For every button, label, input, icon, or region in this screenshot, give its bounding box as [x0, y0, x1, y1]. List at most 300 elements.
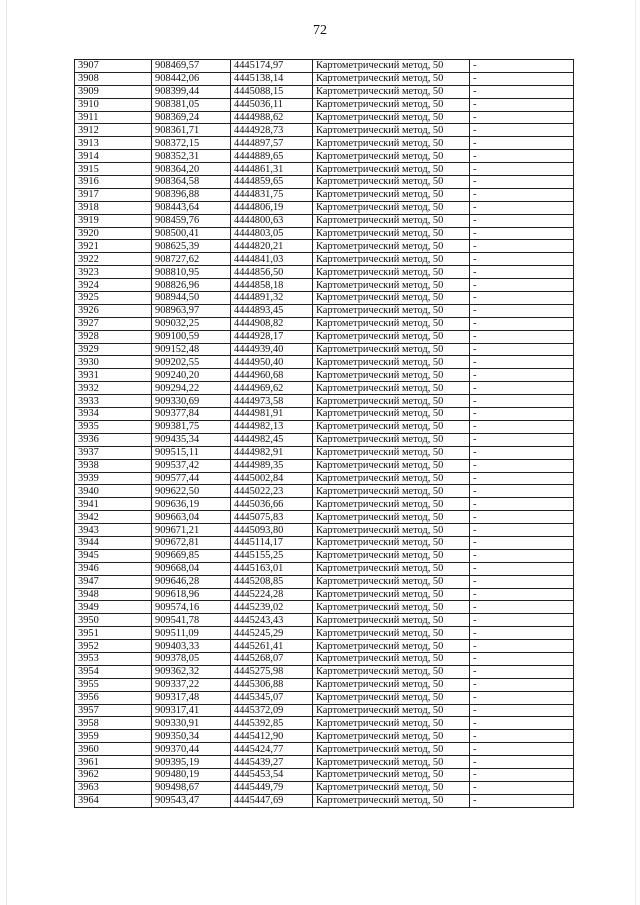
point-number-cell: 3949	[75, 601, 152, 614]
point-number-cell: 3932	[75, 382, 152, 395]
method-cell: Картометрический метод, 50	[313, 446, 470, 459]
point-number-cell: 3953	[75, 652, 152, 665]
note-cell: -	[470, 253, 574, 266]
x-coordinate-cell: 909240,20	[152, 369, 231, 382]
note-cell: -	[470, 317, 574, 330]
x-coordinate-cell: 909378,05	[152, 652, 231, 665]
note-cell: -	[470, 188, 574, 201]
method-cell: Картометрический метод, 50	[313, 691, 470, 704]
x-coordinate-cell: 909577,44	[152, 472, 231, 485]
table-row	[75, 627, 574, 640]
note-cell: -	[470, 756, 574, 769]
note-cell: -	[470, 730, 574, 743]
point-number-cell: 3964	[75, 794, 152, 807]
coordinates-table	[74, 59, 574, 808]
note-cell: -	[470, 588, 574, 601]
x-coordinate-cell: 909370,44	[152, 743, 231, 756]
note-cell: -	[470, 446, 574, 459]
y-coordinate-cell: 4445138,14	[231, 72, 313, 85]
x-coordinate-cell: 908963,97	[152, 304, 231, 317]
x-coordinate-cell: 909395,19	[152, 756, 231, 769]
y-coordinate-cell: 4445306,88	[231, 678, 313, 691]
point-number-cell: 3930	[75, 356, 152, 369]
table-row	[75, 356, 574, 369]
table-row	[75, 330, 574, 343]
y-coordinate-cell: 4444856,50	[231, 266, 313, 279]
point-number-cell: 3962	[75, 768, 152, 781]
point-number-cell: 3956	[75, 691, 152, 704]
point-number-cell: 3914	[75, 150, 152, 163]
table-row	[75, 756, 574, 769]
table-row	[75, 240, 574, 253]
table-row	[75, 588, 574, 601]
x-coordinate-cell: 909672,81	[152, 536, 231, 549]
y-coordinate-cell: 4444800,63	[231, 214, 313, 227]
point-number-cell: 3950	[75, 614, 152, 627]
method-cell: Картометрический метод, 50	[313, 743, 470, 756]
note-cell: -	[470, 794, 574, 807]
note-cell: -	[470, 562, 574, 575]
x-coordinate-cell: 908372,15	[152, 137, 231, 150]
table-row	[75, 704, 574, 717]
point-number-cell: 3912	[75, 124, 152, 137]
scan-edge-right	[635, 0, 636, 905]
y-coordinate-cell: 4444982,13	[231, 420, 313, 433]
table-row	[75, 317, 574, 330]
point-number-cell: 3938	[75, 459, 152, 472]
x-coordinate-cell: 909543,47	[152, 794, 231, 807]
x-coordinate-cell: 909032,25	[152, 317, 231, 330]
point-number-cell: 3957	[75, 704, 152, 717]
table-row	[75, 743, 574, 756]
note-cell: -	[470, 768, 574, 781]
table-row	[75, 575, 574, 588]
note-cell: -	[470, 717, 574, 730]
note-cell: -	[470, 330, 574, 343]
point-number-cell: 3920	[75, 227, 152, 240]
point-number-cell: 3925	[75, 292, 152, 305]
y-coordinate-cell: 4445412,90	[231, 730, 313, 743]
table-row	[75, 98, 574, 111]
x-coordinate-cell: 908396,88	[152, 188, 231, 201]
point-number-cell: 3921	[75, 240, 152, 253]
table-row	[75, 408, 574, 421]
x-coordinate-cell: 909498,67	[152, 781, 231, 794]
x-coordinate-cell: 908399,44	[152, 85, 231, 98]
method-cell: Картометрический метод, 50	[313, 756, 470, 769]
method-cell: Картометрический метод, 50	[313, 627, 470, 640]
table-row	[75, 279, 574, 292]
page-number: 72	[313, 23, 327, 38]
note-cell: -	[470, 214, 574, 227]
y-coordinate-cell: 4444973,58	[231, 395, 313, 408]
table-row	[75, 253, 574, 266]
method-cell: Картометрический метод, 50	[313, 292, 470, 305]
x-coordinate-cell: 909337,22	[152, 678, 231, 691]
note-cell: -	[470, 124, 574, 137]
y-coordinate-cell: 4445449,79	[231, 781, 313, 794]
y-coordinate-cell: 4444982,45	[231, 433, 313, 446]
note-cell: -	[470, 485, 574, 498]
method-cell: Картометрический метод, 50	[313, 498, 470, 511]
point-number-cell: 3922	[75, 253, 152, 266]
method-cell: Картометрический метод, 50	[313, 98, 470, 111]
x-coordinate-cell: 909350,34	[152, 730, 231, 743]
x-coordinate-cell: 909669,85	[152, 549, 231, 562]
method-cell: Картометрический метод, 50	[313, 60, 470, 73]
point-number-cell: 3916	[75, 176, 152, 189]
method-cell: Картометрический метод, 50	[313, 549, 470, 562]
y-coordinate-cell: 4444831,75	[231, 188, 313, 201]
point-number-cell: 3955	[75, 678, 152, 691]
method-cell: Картометрический метод, 50	[313, 768, 470, 781]
note-cell: -	[470, 266, 574, 279]
method-cell: Картометрический метод, 50	[313, 601, 470, 614]
note-cell: -	[470, 420, 574, 433]
x-coordinate-cell: 908625,39	[152, 240, 231, 253]
point-number-cell: 3923	[75, 266, 152, 279]
y-coordinate-cell: 4444897,57	[231, 137, 313, 150]
table-row	[75, 163, 574, 176]
point-number-cell: 3927	[75, 317, 152, 330]
x-coordinate-cell: 909668,04	[152, 562, 231, 575]
y-coordinate-cell: 4444893,45	[231, 304, 313, 317]
note-cell: -	[470, 678, 574, 691]
y-coordinate-cell: 4445036,66	[231, 498, 313, 511]
note-cell: -	[470, 60, 574, 73]
method-cell: Картометрический метод, 50	[313, 137, 470, 150]
note-cell: -	[470, 111, 574, 124]
table-row	[75, 446, 574, 459]
point-number-cell: 3918	[75, 201, 152, 214]
x-coordinate-cell: 909480,19	[152, 768, 231, 781]
y-coordinate-cell: 4445036,11	[231, 98, 313, 111]
note-cell: -	[470, 343, 574, 356]
note-cell: -	[470, 459, 574, 472]
note-cell: -	[470, 704, 574, 717]
table-row	[75, 536, 574, 549]
x-coordinate-cell: 908459,76	[152, 214, 231, 227]
x-coordinate-cell: 909622,50	[152, 485, 231, 498]
y-coordinate-cell: 4444908,82	[231, 317, 313, 330]
note-cell: -	[470, 137, 574, 150]
y-coordinate-cell: 4444939,40	[231, 343, 313, 356]
point-number-cell: 3948	[75, 588, 152, 601]
note-cell: -	[470, 227, 574, 240]
method-cell: Картометрический метод, 50	[313, 85, 470, 98]
point-number-cell: 3939	[75, 472, 152, 485]
x-coordinate-cell: 909663,04	[152, 511, 231, 524]
table-row	[75, 369, 574, 382]
method-cell: Картометрический метод, 50	[313, 304, 470, 317]
y-coordinate-cell: 4445114,17	[231, 536, 313, 549]
note-cell: -	[470, 369, 574, 382]
table-row	[75, 137, 574, 150]
method-cell: Картометрический метод, 50	[313, 266, 470, 279]
point-number-cell: 3915	[75, 163, 152, 176]
point-number-cell: 3937	[75, 446, 152, 459]
x-coordinate-cell: 908810,95	[152, 266, 231, 279]
x-coordinate-cell: 909152,48	[152, 343, 231, 356]
point-number-cell: 3933	[75, 395, 152, 408]
note-cell: -	[470, 601, 574, 614]
method-cell: Картометрический метод, 50	[313, 524, 470, 537]
y-coordinate-cell: 4445345,07	[231, 691, 313, 704]
note-cell: -	[470, 575, 574, 588]
method-cell: Картометрический метод, 50	[313, 72, 470, 85]
table-row	[75, 730, 574, 743]
table-row	[75, 498, 574, 511]
note-cell: -	[470, 511, 574, 524]
y-coordinate-cell: 4445268,07	[231, 652, 313, 665]
method-cell: Картометрический метод, 50	[313, 652, 470, 665]
x-coordinate-cell: 908442,06	[152, 72, 231, 85]
point-number-cell: 3960	[75, 743, 152, 756]
note-cell: -	[470, 240, 574, 253]
y-coordinate-cell: 4445002,84	[231, 472, 313, 485]
y-coordinate-cell: 4445243,43	[231, 614, 313, 627]
y-coordinate-cell: 4445174,97	[231, 60, 313, 73]
table-row	[75, 640, 574, 653]
method-cell: Картометрический метод, 50	[313, 420, 470, 433]
y-coordinate-cell: 4444989,35	[231, 459, 313, 472]
note-cell: -	[470, 472, 574, 485]
table-row	[75, 395, 574, 408]
note-cell: -	[470, 279, 574, 292]
x-coordinate-cell: 909362,32	[152, 665, 231, 678]
table-row	[75, 188, 574, 201]
x-coordinate-cell: 909574,16	[152, 601, 231, 614]
point-number-cell: 3935	[75, 420, 152, 433]
point-number-cell: 3943	[75, 524, 152, 537]
x-coordinate-cell: 909381,75	[152, 420, 231, 433]
method-cell: Картометрический метод, 50	[313, 188, 470, 201]
y-coordinate-cell: 4444982,91	[231, 446, 313, 459]
table-row	[75, 768, 574, 781]
x-coordinate-cell: 909511,09	[152, 627, 231, 640]
point-number-cell: 3941	[75, 498, 152, 511]
x-coordinate-cell: 908500,41	[152, 227, 231, 240]
point-number-cell: 3942	[75, 511, 152, 524]
table-row	[75, 472, 574, 485]
method-cell: Картометрический метод, 50	[313, 356, 470, 369]
table-row	[75, 781, 574, 794]
x-coordinate-cell: 909537,42	[152, 459, 231, 472]
y-coordinate-cell: 4445275,98	[231, 665, 313, 678]
point-number-cell: 3931	[75, 369, 152, 382]
note-cell: -	[470, 201, 574, 214]
y-coordinate-cell: 4445093,80	[231, 524, 313, 537]
x-coordinate-cell: 909541,78	[152, 614, 231, 627]
note-cell: -	[470, 691, 574, 704]
x-coordinate-cell: 909330,69	[152, 395, 231, 408]
point-number-cell: 3951	[75, 627, 152, 640]
table-row	[75, 459, 574, 472]
x-coordinate-cell: 909100,59	[152, 330, 231, 343]
note-cell: -	[470, 433, 574, 446]
point-number-cell: 3919	[75, 214, 152, 227]
y-coordinate-cell: 4444891,32	[231, 292, 313, 305]
method-cell: Картометрический метод, 50	[313, 665, 470, 678]
method-cell: Картометрический метод, 50	[313, 781, 470, 794]
point-number-cell: 3934	[75, 408, 152, 421]
y-coordinate-cell: 4445224,28	[231, 588, 313, 601]
table-row	[75, 433, 574, 446]
y-coordinate-cell: 4445245,29	[231, 627, 313, 640]
method-cell: Картометрический метод, 50	[313, 794, 470, 807]
y-coordinate-cell: 4444981,91	[231, 408, 313, 421]
y-coordinate-cell: 4444889,65	[231, 150, 313, 163]
note-cell: -	[470, 614, 574, 627]
note-cell: -	[470, 665, 574, 678]
method-cell: Картометрический метод, 50	[313, 369, 470, 382]
table-row	[75, 176, 574, 189]
method-cell: Картометрический метод, 50	[313, 408, 470, 421]
note-cell: -	[470, 408, 574, 421]
y-coordinate-cell: 4445208,85	[231, 575, 313, 588]
table-row	[75, 266, 574, 279]
note-cell: -	[470, 498, 574, 511]
note-cell: -	[470, 356, 574, 369]
note-cell: -	[470, 640, 574, 653]
method-cell: Картометрический метод, 50	[313, 176, 470, 189]
method-cell: Картометрический метод, 50	[313, 201, 470, 214]
point-number-cell: 3926	[75, 304, 152, 317]
x-coordinate-cell: 909435,34	[152, 433, 231, 446]
method-cell: Картометрический метод, 50	[313, 678, 470, 691]
y-coordinate-cell: 4445239,02	[231, 601, 313, 614]
method-cell: Картометрический метод, 50	[313, 124, 470, 137]
table-row	[75, 343, 574, 356]
table-row	[75, 511, 574, 524]
point-number-cell: 3928	[75, 330, 152, 343]
point-number-cell: 3940	[75, 485, 152, 498]
note-cell: -	[470, 163, 574, 176]
y-coordinate-cell: 4444960,68	[231, 369, 313, 382]
point-number-cell: 3908	[75, 72, 152, 85]
note-cell: -	[470, 304, 574, 317]
point-number-cell: 3945	[75, 549, 152, 562]
method-cell: Картометрический метод, 50	[313, 562, 470, 575]
scan-edge-left	[6, 0, 7, 905]
table-row	[75, 420, 574, 433]
note-cell: -	[470, 524, 574, 537]
table-row	[75, 665, 574, 678]
point-number-cell: 3907	[75, 60, 152, 73]
x-coordinate-cell: 908369,24	[152, 111, 231, 124]
x-coordinate-cell: 909294,22	[152, 382, 231, 395]
table-row	[75, 549, 574, 562]
point-number-cell: 3911	[75, 111, 152, 124]
method-cell: Картометрический метод, 50	[313, 717, 470, 730]
table-row	[75, 382, 574, 395]
method-cell: Картометрический метод, 50	[313, 536, 470, 549]
x-coordinate-cell: 909515,11	[152, 446, 231, 459]
note-cell: -	[470, 536, 574, 549]
coordinates-table-body	[75, 60, 574, 808]
table-row	[75, 717, 574, 730]
x-coordinate-cell: 909403,33	[152, 640, 231, 653]
x-coordinate-cell: 909317,41	[152, 704, 231, 717]
note-cell: -	[470, 549, 574, 562]
method-cell: Картометрический метод, 50	[313, 111, 470, 124]
method-cell: Картометрический метод, 50	[313, 395, 470, 408]
note-cell: -	[470, 627, 574, 640]
method-cell: Картометрический метод, 50	[313, 343, 470, 356]
table-row	[75, 601, 574, 614]
x-coordinate-cell: 909618,96	[152, 588, 231, 601]
table-row	[75, 614, 574, 627]
method-cell: Картометрический метод, 50	[313, 227, 470, 240]
table-row	[75, 691, 574, 704]
y-coordinate-cell: 4444803,05	[231, 227, 313, 240]
y-coordinate-cell: 4444928,73	[231, 124, 313, 137]
y-coordinate-cell: 4444806,19	[231, 201, 313, 214]
point-number-cell: 3947	[75, 575, 152, 588]
x-coordinate-cell: 908364,58	[152, 176, 231, 189]
point-number-cell: 3917	[75, 188, 152, 201]
method-cell: Картометрический метод, 50	[313, 163, 470, 176]
y-coordinate-cell: 4445447,69	[231, 794, 313, 807]
table-row	[75, 652, 574, 665]
note-cell: -	[470, 72, 574, 85]
method-cell: Картометрический метод, 50	[313, 614, 470, 627]
method-cell: Картометрический метод, 50	[313, 240, 470, 253]
table-row	[75, 72, 574, 85]
y-coordinate-cell: 4445392,85	[231, 717, 313, 730]
point-number-cell: 3910	[75, 98, 152, 111]
table-row	[75, 794, 574, 807]
method-cell: Картометрический метод, 50	[313, 704, 470, 717]
method-cell: Картометрический метод, 50	[313, 730, 470, 743]
point-number-cell: 3952	[75, 640, 152, 653]
y-coordinate-cell: 4445163,01	[231, 562, 313, 575]
point-number-cell: 3936	[75, 433, 152, 446]
x-coordinate-cell: 908352,31	[152, 150, 231, 163]
y-coordinate-cell: 4445439,27	[231, 756, 313, 769]
x-coordinate-cell: 908727,62	[152, 253, 231, 266]
method-cell: Картометрический метод, 50	[313, 588, 470, 601]
x-coordinate-cell: 908361,71	[152, 124, 231, 137]
point-number-cell: 3958	[75, 717, 152, 730]
table-row	[75, 304, 574, 317]
y-coordinate-cell: 4444988,62	[231, 111, 313, 124]
note-cell: -	[470, 176, 574, 189]
y-coordinate-cell: 4445372,09	[231, 704, 313, 717]
method-cell: Картометрический метод, 50	[313, 433, 470, 446]
method-cell: Картометрический метод, 50	[313, 382, 470, 395]
y-coordinate-cell: 4445088,15	[231, 85, 313, 98]
point-number-cell: 3944	[75, 536, 152, 549]
x-coordinate-cell: 909377,84	[152, 408, 231, 421]
point-number-cell: 3963	[75, 781, 152, 794]
point-number-cell: 3954	[75, 665, 152, 678]
table-row	[75, 678, 574, 691]
table-row	[75, 524, 574, 537]
method-cell: Картометрический метод, 50	[313, 214, 470, 227]
note-cell: -	[470, 743, 574, 756]
x-coordinate-cell: 909636,19	[152, 498, 231, 511]
y-coordinate-cell: 4444950,40	[231, 356, 313, 369]
y-coordinate-cell: 4444969,62	[231, 382, 313, 395]
x-coordinate-cell: 909646,28	[152, 575, 231, 588]
table-row	[75, 150, 574, 163]
table-row	[75, 227, 574, 240]
point-number-cell: 3909	[75, 85, 152, 98]
x-coordinate-cell: 908381,05	[152, 98, 231, 111]
y-coordinate-cell: 4444820,21	[231, 240, 313, 253]
note-cell: -	[470, 150, 574, 163]
